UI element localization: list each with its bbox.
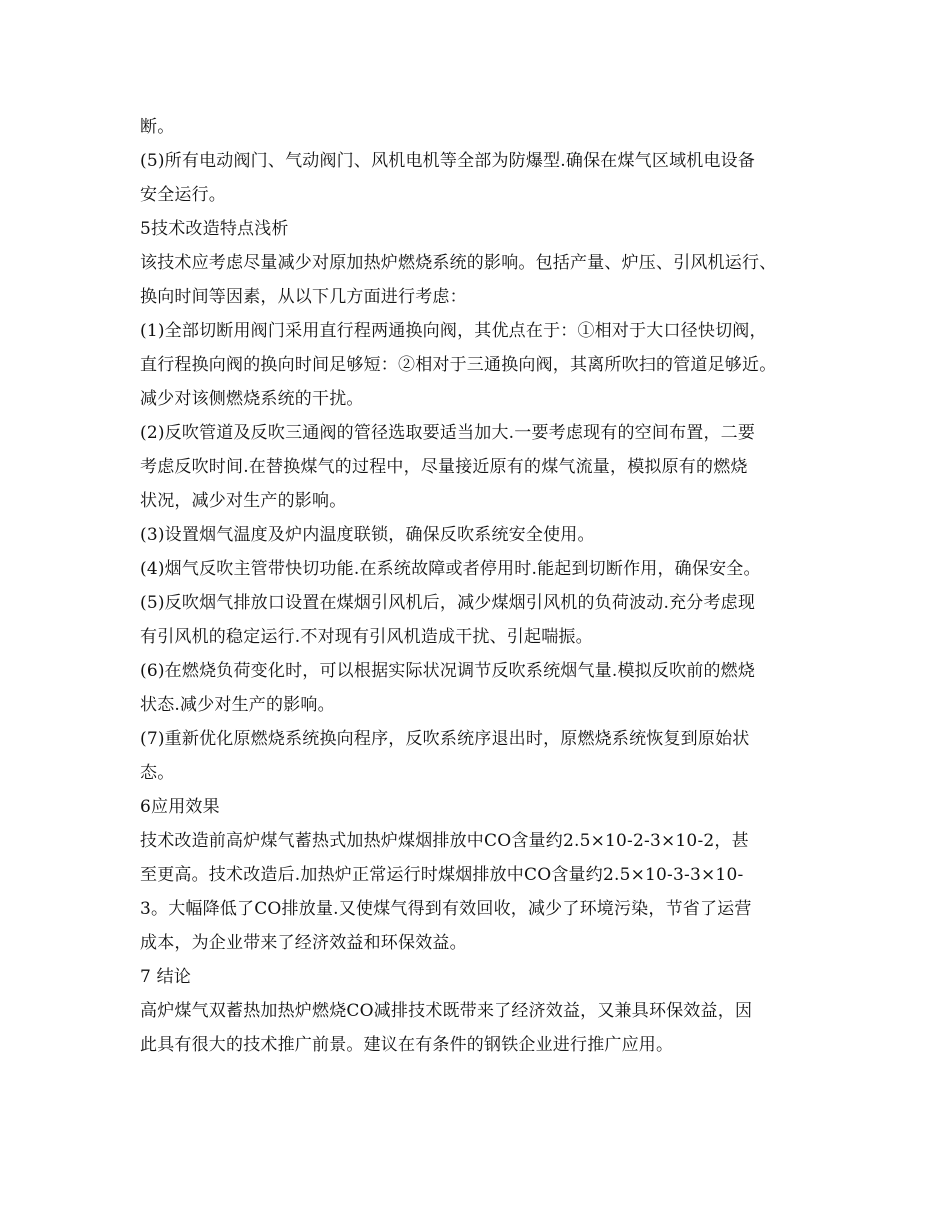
text-line: 考虑反吹时间.在替换煤气的过程中，尽量接近原有的煤气流量，模拟原有的燃烧 [140,457,748,477]
text-line: 减少对该侧燃烧系统的干扰。 [140,389,364,409]
text-line: 换向时间等因素，从以下几方面进行考虑： [140,287,467,307]
text-line: (5)所有电动阀门、气动阀门、风机电机等全部为防爆型.确保在煤气区域机电设备 [140,151,756,171]
text-line: 此具有很大的技术推广前景。建议在有条件的钢铁企业进行推广应用。 [140,1035,674,1055]
text-line: 3。大幅降低了CO排放量.又使煤气得到有效回收，减少了环境污染，节省了运营 [140,899,752,919]
text-line: (4)烟气反吹主管带快切功能.在系统故障或者停用时.能起到切断作用，确保安全。 [140,559,761,579]
text-line: 高炉煤气双蓄热加热炉燃烧CO减排技术既带来了经济效益，又兼具环保效益，因 [140,1001,753,1021]
text-line: (2)反吹管道及反吹三通阀的管径选取要适当加大.一要考虑现有的空间布置，二要 [140,423,756,443]
section-heading: 7 结论 [140,967,192,987]
text-line: 直行程换向阀的换向时间足够短：②相对于三通换向阀，其离所吹扫的管道足够近。 [140,355,777,375]
text-line: (3)设置烟气温度及炉内温度联锁，确保反吹系统安全使用。 [140,525,595,545]
text-line: 态。 [140,763,175,783]
text-line: (6)在燃烧负荷变化时，可以根据实际状况调节反吹系统烟气量.模拟反吹前的燃烧 [140,661,756,681]
text-line: 至更高。技术改造后.加热炉正常运行时煤烟排放中CO含量约2.5×10-3-3×10- [140,865,744,885]
text-line: 成本，为企业带来了经济效益和环保效益。 [140,933,467,953]
text-line: 技术改造前高炉煤气蓄热式加热炉煤烟排放中CO含量约2.5×10-2-3×10-2，甚 [140,831,749,851]
text-line: 状态.减少对生产的影响。 [140,695,335,715]
text-line: 该技术应考虑尽量减少对原加热炉燃烧系统的影响。包括产量、炉压、引风机运行、 [140,253,777,273]
document-body [140,110,820,1062]
text-line: (1)全部切断用阀门采用直行程两通换向阀，其优点在于：①相对于大口径快切阀， [140,321,767,341]
section-heading: 5技术改造特点浅析 [140,219,289,239]
text-line: 有引风机的稳定运行.不对现有引风机造成干扰、引起喘振。 [140,627,593,647]
section-heading: 6应用效果 [140,797,220,817]
text-line: 安全运行。 [140,185,226,205]
text-line: (7)重新优化原燃烧系统换向程序，反吹系统序退出时，原燃烧系统恢复到原始状 [140,729,750,749]
text-line: (5)反吹烟气排放口设置在煤烟引风机后，减少煤烟引风机的负荷波动.充分考虑现 [140,593,756,613]
text-line: 状况，减少对生产的影响。 [140,491,347,511]
text-line: 断。 [140,117,175,137]
